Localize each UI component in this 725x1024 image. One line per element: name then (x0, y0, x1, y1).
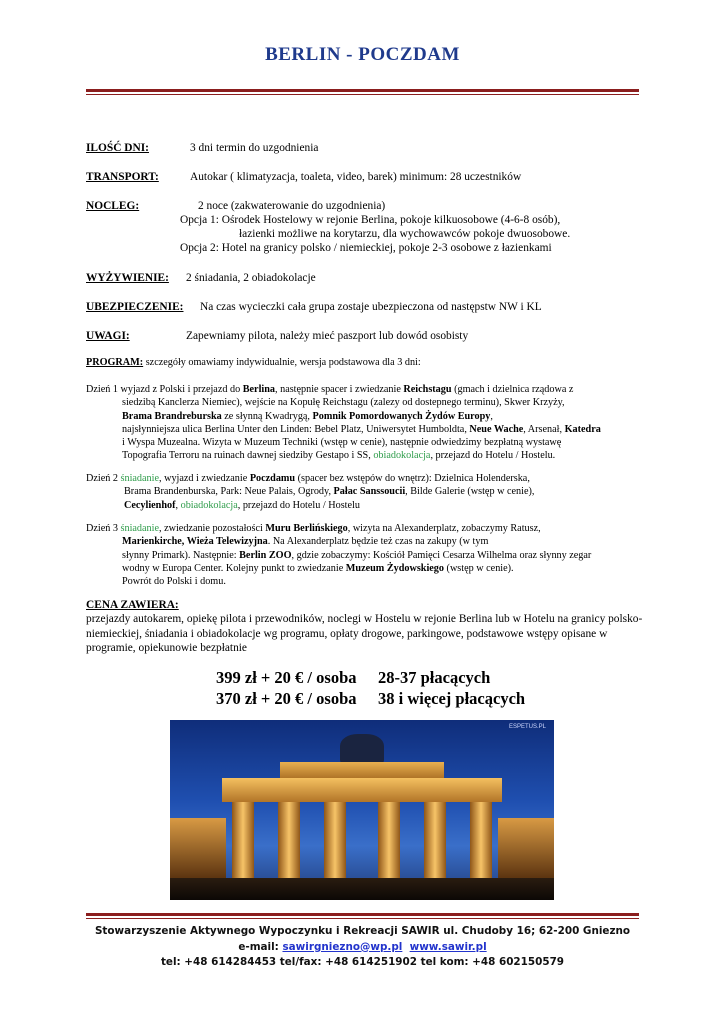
gate-column (278, 802, 300, 878)
price-row: 399 zł + 20 € / osoba 28-37 płacących (216, 668, 491, 687)
price-list (216, 667, 525, 709)
price-row: 370 zł + 20 € / osoba 38 i więcej płacących (216, 689, 526, 708)
transport-value: Autokar ( klimatyzacja, toaleta, video, barek) minimum: 28 uczestników (190, 171, 522, 183)
wyzywienie-value: 2 śniadania, 2 obiadokolacje (186, 272, 316, 284)
photo-ground (170, 878, 554, 900)
gate-column (424, 802, 446, 878)
brandenburg-gate-photo (170, 720, 554, 900)
cena-zawiera-label: CENA ZAWIERA: (86, 599, 179, 611)
gate-column (470, 802, 492, 878)
ubezpieczenie-label: UBEZPIECZENIE: (86, 301, 184, 313)
top-divider-thin (86, 94, 639, 95)
email-link[interactable]: sawirgniezno@wp.pl (282, 940, 403, 953)
nocleg-opcja2: Opcja 2: Hotel na granicy polsko / niemieckiej, pokoje 2-3 osobowe z łazienkami (180, 242, 552, 254)
program-day-2: Dzień 2 śniadanie, wyjazd i zwiedzanie Poczdamu (spacer bez wstępów do wnętrz): Dzielnica Holenderska, Brama Brandenburska, Park: Neue Palais, Ogrody, Pałac Sanssoucii, Bilde Galerie (wstęp w cenie), Cecylienhof, obiadokolacja, przejazd do Hotelu / Hostelu (86, 473, 535, 511)
bottom-divider-thin (86, 918, 639, 919)
photo-watermark: ESPETUS.PL (508, 724, 546, 730)
gate-cornice (222, 778, 502, 802)
gate-right-wing (498, 818, 554, 878)
cena-zawiera-text: przejazdy autokarem, opiekę pilota i przewodników, noclegi w Hostelu w rejonie Berlina lub w Hotelu na granicy polsko-niemieckiej, śniadania i obiadokolacje wg programu, opłaty drogowe, parkingowe, podstawowe wstępy opisane w programie, opiekunowie bezpłatnie (86, 613, 643, 654)
bottom-divider (86, 913, 639, 916)
program-day-3: Dzień 3 śniadanie, zwiedzanie pozostałości Muru Berlińskiego, wizyta na Alexanderplatz, zobaczymy Ratusz, Marienkirche, Wieża Telewizyjna. Na Alexanderplatz będzie też czas na zakupy (w tym słynny Primark). Następnie: Berlin ZOO, gdzie zobaczymy: Kościół Pamięci Cesarza Wilhelma oraz słynny zegar wodny w Europa Center. Kolejny punkt to zwiedzanie Muzeum Żydowskiego (wstęp w cenie). Powrót do Polski i domu. (86, 523, 592, 588)
transport-label: TRANSPORT: (86, 171, 159, 183)
wyzywienie-label: WYŻYWIENIE: (86, 272, 169, 284)
website-link[interactable]: www.sawir.pl (409, 940, 487, 953)
gate-column (378, 802, 400, 878)
uwagi-label: UWAGI: (86, 330, 130, 342)
uwagi-value: Zapewniamy pilota, należy mieć paszport lub dowód osobisty (186, 330, 469, 342)
page-title: BERLIN - POCZDAM (265, 44, 460, 65)
nocleg-value: 2 noce (zakwaterowanie do uzgodnienia) (198, 200, 386, 212)
quadriga (340, 734, 384, 764)
ilosc-dni-value: 3 dni termin do uzgodnienia (190, 142, 319, 154)
program-label: PROGRAM: (86, 357, 144, 368)
footer-phones: tel: +48 614284453 tel/fax: +48 614251902 tel kom: +48 602150579 (160, 956, 565, 968)
program-day-1: Dzień 1 wyjazd z Polski i przejazd do Berlina, następnie spacer i zwiedzanie Reichstagu (gmach i dzielnica rządowa z siedzibą Kanclerza Niemiec), wejście na Kopułę Reichstagu (zalezy od dostepnego terminu), Skwer Krzyży, Brama Brandreburska ze słynną Kwadrygą, Pomnik Pomordowanych Żydów Europy, najsłynniejsza ulica Berlina Unter den Linden: Bebel Platz, Uniwersytet Humboldta, Neue Wache, Arsenał, Katedra i Wyspa Muzealna. Wizyta w Muzeum Techniki (wstęp w cenie), następnie odwiedzimy bezpłatną wystawę Topografia Terroru na ruinach dawnej siedziby Gestapo i SS, obiadokolacja, przejazd do Hotelu / Hostelu. (86, 384, 601, 462)
gate-column (324, 802, 346, 878)
program-header (86, 357, 421, 368)
nocleg-label: NOCLEG: (86, 200, 140, 212)
gate-column (232, 802, 254, 878)
nocleg-opcja1: Opcja 1: Ośrodek Hostelowy w rejonie Berlina, pokoje kilkuosobowe (4-6-8 osób), (180, 214, 561, 226)
ubezpieczenie-value: Na czas wycieczki cała grupa zostaje ubezpieczona od następstw NW i KL (200, 301, 542, 313)
top-divider (86, 89, 639, 92)
footer-contact: e-mail: sawirgniezno@wp.pl www.sawir.pl (238, 940, 487, 953)
footer (0, 924, 725, 971)
footer-address: Stowarzyszenie Aktywnego Wypoczynku i Rekreacji SAWIR ul. Chudoby 16; 62-200 Gniezno (94, 925, 631, 937)
gate-left-wing (170, 818, 226, 878)
ilosc-dni-label: ILOŚĆ DNI: (86, 142, 149, 154)
nocleg-opcja1-cont: łazienki możliwe na korytarzu, dla wychowawców pokoje dwuosobowe. (239, 228, 571, 240)
program-intro: szczegóły omawiamy indywidualnie, wersja podstawowa dla 3 dni: (145, 357, 421, 368)
